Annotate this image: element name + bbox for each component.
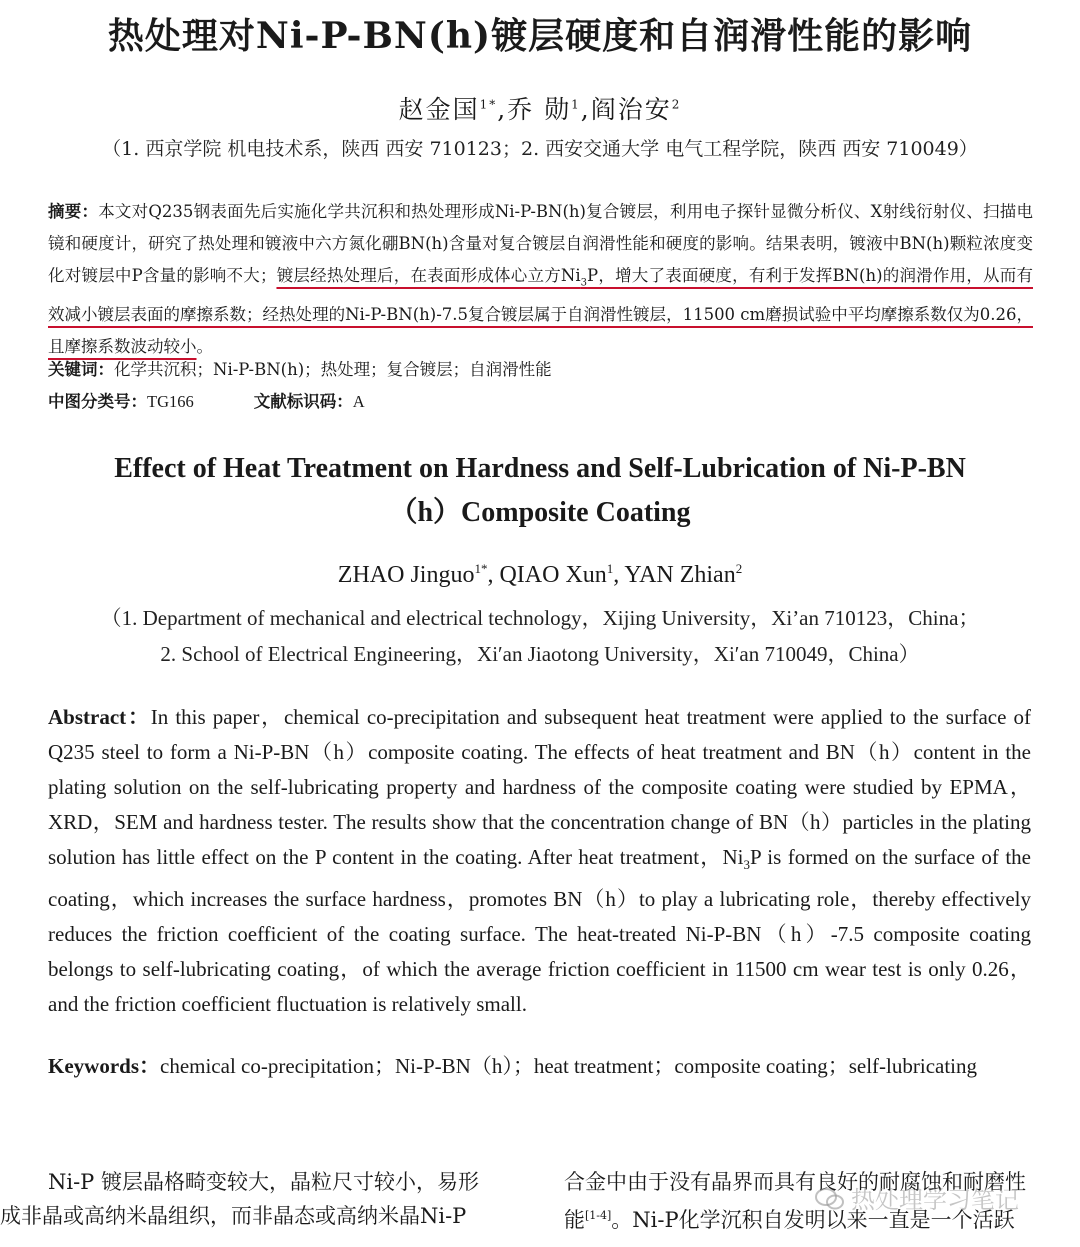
en-keywords: Keywords：chemical co-precipitation；Ni-P-BN（h）；heat treatment；composite coating；self-lubricating <box>48 1054 977 1078</box>
cn-author-3: 阎治安 <box>590 95 672 124</box>
en-title: Effect of Heat Treatment on Hardness and Self-Lubrication of Ni-P-BN （h）Composite Coating <box>114 453 966 528</box>
cn-author-1: 赵金国 <box>398 95 480 124</box>
cn-abstract: 摘要：本文对Q235钢表面先后实施化学共沉积和热处理形成Ni-P-BN(h)复合镀层，利用电子探针显微分析仪、X射线衍射仪、扫描电镜和硬度计，研究了热处理和镀液中六方氮化硼BN(h)含量对复合镀层自润滑性能和硬度的影响。结果表明，镀液中BN(h)颗粒浓度变化对镀层中P含量的影响不大；镀层经热处理后，在表面形成体心立方$Ni_3P$，增大了表面硬度，有利于发挥BN(h)的润滑作用，从而有效减小镀层表面的摩擦系数；经热处理的Ni-P-BN(h)-7.5复合镀层属于自润滑性镀层，11500 cm磨损试验中平均摩擦系数仅为0.26，且摩擦系数波动较小。 <box>48 202 1033 357</box>
en-authors: ZHAO Jinguo$^{1*}$, QIAO Xun$^1$, YAN Zhian$^2$ <box>337 561 743 588</box>
cn-title: 热处理对Ni-P-BN(h)镀层硬度和自润滑性能的影响 <box>107 15 973 57</box>
cn-abstract-label: 摘要： <box>48 202 99 221</box>
cn-authors: 赵金国$^{1*}$,乔 勋$^1$,阎治安$^2$ <box>398 95 682 124</box>
wechat-icon <box>815 1188 845 1210</box>
body-column-left: Ni-P 镀层晶格畸变较大，晶粒尺寸较小，易形 成非晶或高纳米晶组织，而非晶态或高纳米晶Ni-P <box>0 1170 479 1228</box>
watermark: 热处理学习笔记 <box>815 1180 1019 1215</box>
en-affiliation: （1. Department of mechanical and electrical technology，Xijing University，Xi’an 710123，China； 2. School of Electrical Engineering，Xi′an Jiaotong University，Xi′an 710049，China） <box>100 606 980 666</box>
cn-classification: 中图分类号：TG166 文献标识码：A <box>48 392 365 411</box>
cn-author-2: 乔 勋 <box>507 95 572 124</box>
cn-affiliation: （1. 西京学院 机电技术系，陕西 西安 710123；2. 西安交通大学 电气工程学院，陕西 西安 710049） <box>102 138 978 160</box>
cn-keywords: 关键词：化学共沉积；Ni-P-BN(h)；热处理；复合镀层；自润滑性能 <box>48 360 552 379</box>
body-column-right: 合金中由于没有晶界而具有良好的耐腐蚀和耐磨性 能[1-4]。Ni-P化学沉积自发明以来一直是一个活跃 <box>564 1170 1026 1232</box>
cn-abstract-highlight: 镀层经热处理后，在表面形成体心立方$Ni_3P$，增大了表面硬度，有利于发挥BN(h)的润滑作用，从而有效减小镀层表面的摩擦系数；经热处理的Ni-P-BN(h)-7.5复合镀层属于自润滑性镀层，11500 cm磨损试验中平均摩擦系数仅为0.26，且摩擦系数波动较小 <box>48 266 1033 357</box>
en-abstract: Abstract：In this paper，chemical co-precipitation and subsequent heat treatment were applied to the surface of Q235 steel to form a Ni-P-BN（h）composite coating. The effects of heat treatment and BN（h）content in the plating solution on the self-lubricating property and hardness of the composite coating were studied by EPMA，XRD，SEM and hardness tester. The results show that the concentration change of BN（h）particles in the plating solution has little effect on the P content in the coating. After heat treatment，$Ni_3P$ is formed on the surface of the coating，which increases the surface hardness，promotes BN（h）to play a lubricating role，thereby effectively reduces the friction coefficient of the coating surface. The heat-treated Ni-P-BN（h）-7.5 composite coating belongs to self-lubricating coating，of which the average friction coefficient in 11500 cm wear test is only 0.26，and the friction coefficient fluctuation is relatively small. <box>48 705 1031 1017</box>
